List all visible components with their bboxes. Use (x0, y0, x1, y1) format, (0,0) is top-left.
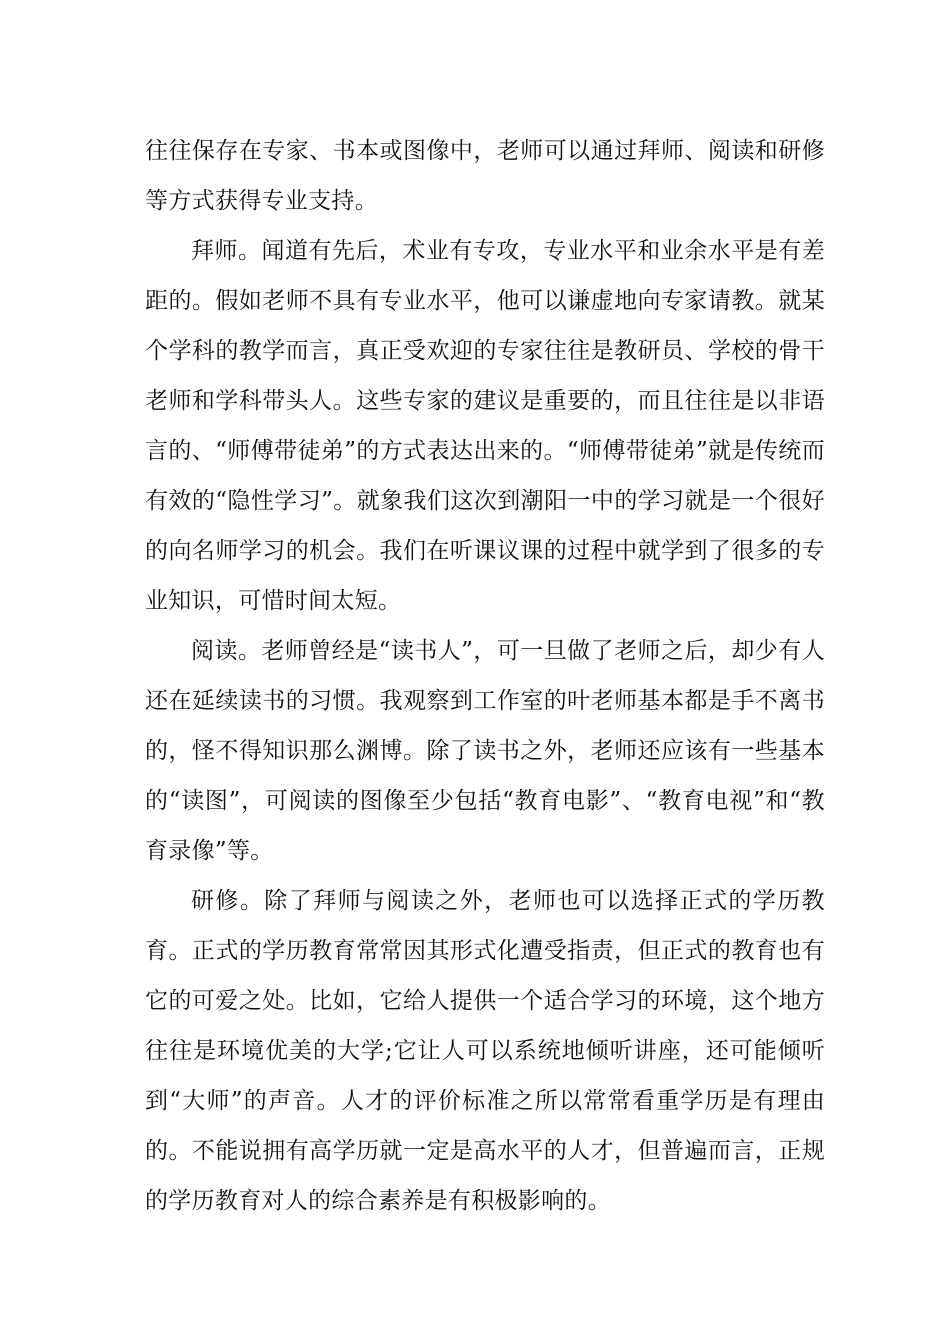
paragraph-reading: 阅读。老师曾经是“读书人”，可一旦做了老师之后，却少有人还在延续读书的习惯。我观察到工作室的叶老师基本都是手不离书的，怪不得知识那么渊博。除了读书之外，老师还应该有一些基本的“读图”，可阅读的图像至少包括“教育电影”、“教育电视”和“教育录像”等。 (145, 638, 825, 864)
body-text (145, 126, 825, 1226)
paragraph-mentorship: 拜师。闻道有先后，术业有专攻，专业水平和业余水平是有差距的。假如老师不具有专业水平，他可以谦虚地向专家请教。就某个学科的教学而言，真正受欢迎的专家往往是教研员、学校的骨干老师和学科带头人。这些专家的建议是重要的，而且往往是以非语言的、“师傅带徒弟”的方式表达出来的。“师傅带徒弟”就是传统而有效的“隐性学习”。就象我们这次到潮阳一中的学习就是一个很好的向名师学习的机会。我们在听课议课的过程中就学到了很多的专业知识，可惜时间太短。 (145, 238, 825, 614)
paragraph-study: 研修。除了拜师与阅读之外，老师也可以选择正式的学历教育。正式的学历教育常常因其形式化遭受指责，但正式的教育也有它的可爱之处。比如，它给人提供一个适合学习的环境，这个地方往往是环境优美的大学;它让人可以系统地倾听讲座，还可能倾听到“大师”的声音。人才的评价标准之所以常常看重学历是有理由的。不能说拥有高学历就一定是高水平的人才，但普遍而言，正规的学历教育对人的综合素养是有积极影响的。 (145, 888, 825, 1214)
paragraph-intro: 往往保存在专家、书本或图像中，老师可以通过拜师、阅读和研修等方式获得专业支持。 (145, 138, 825, 214)
